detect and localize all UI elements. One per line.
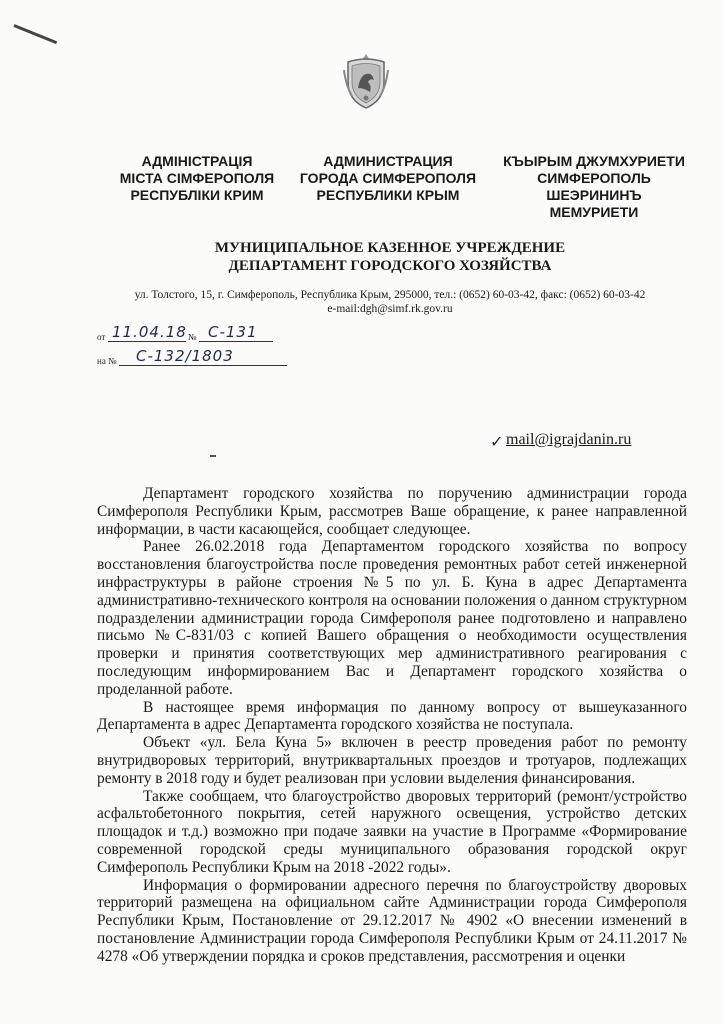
handwritten-reply-number: С-132/1803 [136, 347, 234, 365]
number-label: № [187, 332, 197, 342]
body-paragraph: Также сообщаем, что благоустройство дворовых территорий (ремонт/устройство асфальтобетонного покрытия, сетей наружного освещения, устройство детских площадок и т.д.) возможно при подаче заявки на участие в Программе «Формирование современной городской среды муниципального образования городской округ Симферополь Республики Крым на 2018 -2022 годы». [97, 787, 687, 876]
number-line [199, 341, 273, 342]
recipient-email: mail@igrajdanin.ru [506, 431, 632, 448]
header-ua-line: АДМІНІСТРАЦІЯ [141, 153, 253, 169]
from-label: от [97, 332, 106, 342]
header-ru-line: АДМИНИСТРАЦИЯ [323, 153, 453, 169]
organization-name-line2: ДЕПАРТАМЕНТ ГОРОДСКОГО ХОЗЯЙСТВА [228, 258, 552, 274]
header-ua-line: РЕСПУБЛІКИ КРИМ [130, 187, 264, 203]
body-paragraph: Департамент городского хозяйства по поручению администрации города Симферополя Республики Крым, рассмотрев Ваше обращение, к ранее направленной информации, в части касающейся, сообщает следующее. [97, 485, 687, 538]
reply-label: на № [97, 356, 117, 366]
body-paragraph: В настоящее время информация по данному вопросу от вышеуказанного Департамента в адрес Департамента городского хозяйства не поступала. [97, 698, 687, 734]
handwritten-date: 11.04.18 [112, 323, 187, 341]
header-ukrainian [112, 153, 282, 204]
handwritten-number: С-131 [208, 323, 258, 341]
header-crh-line: СИМФЕРОПОЛЬ [537, 170, 651, 186]
crimea-coat-of-arms-icon [342, 52, 390, 110]
header-crh-line: ШЕЭРИНИНЪ [546, 187, 642, 203]
body-paragraph: Ранее 26.02.2018 года Департаментом городского хозяйства по вопросу восстановления благоустройства после проведения ремонтных работ сетей инженерной инфраструктуры в районе строения №5 по ул. Б. Куна в адрес Департамента административно-технического контроля на основании положения о данном структурном подразделении администрации города Симферополя ранее подготовлено и направлено письмо №С-831/03 с копией Вашего обращения о необходимости осуществления проверки и принятия соответствующих мер административного реагирования с последующим информированием Вас и Департамент городского хозяйства о проделанной работе. [97, 538, 687, 698]
date-line [108, 341, 186, 342]
letter-body [97, 485, 687, 966]
body-paragraph: Объект «ул. Бела Куна 5» включен в реестр проведения работ по ремонту внутридворовых территорий, внутриквартальных проездов и тротуаров, подлежащих ремонту в 2018 году и будет реализован при условии выделения финансирования. [97, 734, 687, 787]
scan-mark [13, 24, 57, 44]
address-line: ул. Толстого, 15, г. Симферополь, Республика Крым, 295000, тел.: (0652) 60-03-42, факс: (0652) 60-03-42 [134, 289, 646, 301]
header-ru-line: ГОРОДА СИМФЕРОПОЛЯ [299, 170, 477, 186]
scan-speck [210, 455, 216, 457]
header-ua-line: МІСТА СІМФЕРОПОЛЯ [119, 170, 275, 186]
header-russian [292, 153, 484, 204]
body-paragraph: Информация о формировании адресного перечня по благоустройству дворовых территорий размещена на официальном сайте Администрации города Симферополя Республики Крым, Постановление от 29.12.2017 № 4902 «О внесении изменений в постановление Администрации города Симферополя Республики Крым от 24.11.2017 № 4278 «Об утверждении порядка и сроков представления, рассмотрения и оценки [97, 876, 687, 965]
email-line: e-mail:dgh@simf.rk.gov.ru [327, 303, 453, 315]
header-ru-line: РЕСПУБЛИКИ КРЫМ [316, 187, 460, 203]
reply-line [119, 365, 287, 366]
organization-name-line1: МУНИЦИПАЛЬНОЕ КАЗЕННОЕ УЧРЕЖДЕНИЕ [214, 240, 566, 256]
check-mark-icon: ✓ [490, 434, 504, 451]
header-crimean-tatar [494, 153, 694, 221]
header-crh-line: МЕМУРИЕТИ [549, 204, 639, 220]
header-crh-line: КЪЫРЫМ ДЖУМХУРИЕТИ [503, 153, 685, 169]
